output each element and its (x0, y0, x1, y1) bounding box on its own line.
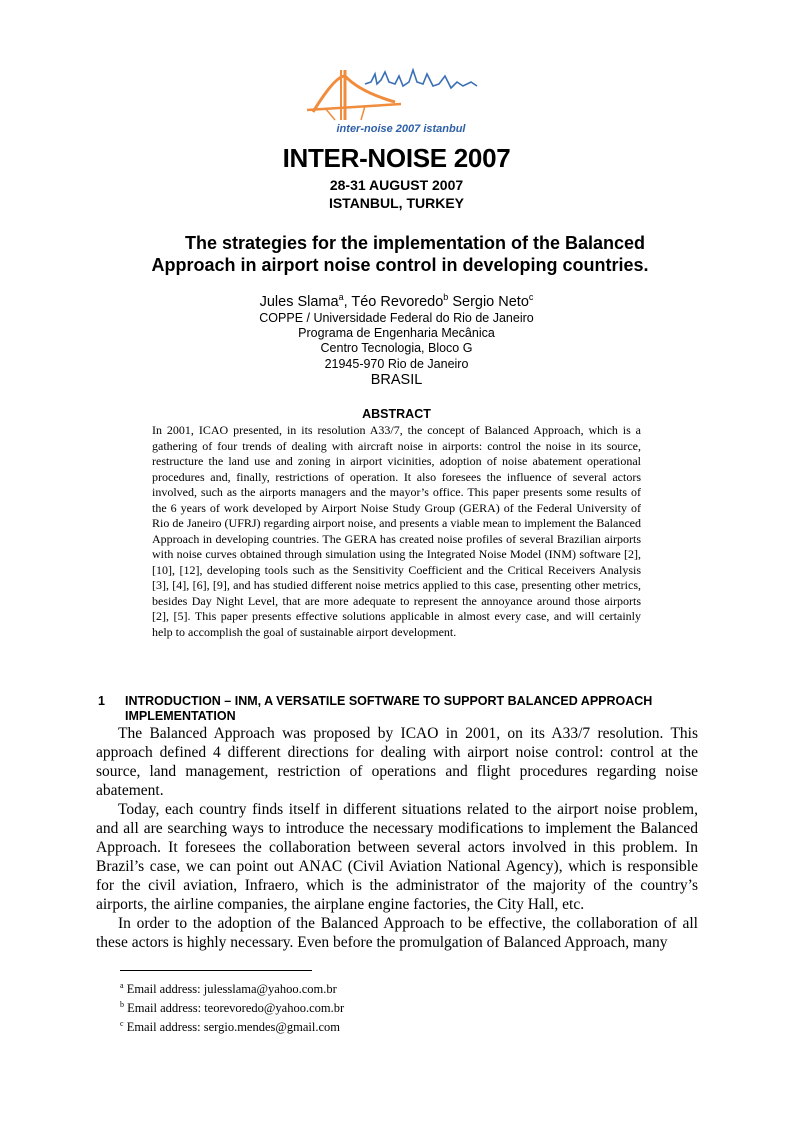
section-title: INTRODUCTION – INM, A VERSATILE SOFTWARE TO SUPPORT BALANCED APPROACH IMPLEMENTATION (125, 694, 653, 723)
conference-title: INTER-NOISE 2007 (282, 143, 511, 173)
conference-logo (305, 62, 490, 138)
footnote-mark: c (120, 1019, 124, 1029)
footnote (120, 997, 344, 1016)
author-name: Téo Revoredo (351, 293, 444, 310)
footnote (120, 1016, 344, 1035)
section-number: 1 (98, 694, 105, 708)
footnote-text: Email address: sergio.mendes@gmail.com (126, 1020, 341, 1035)
footnote-mark: a (120, 981, 124, 990)
footnote-text: Email address: julesslama@yahoo.com.br (126, 982, 337, 997)
footnote (120, 978, 344, 997)
body-paragraph: Today, each country finds itself in different situations related to the airport noise problem, and all are searching ways to introduce the necessary modifications to implement the Balanced Approach. It foresees the collaboration between several actors involved in this problem. In Brazil’s case, we can point out ANAC (Civil Aviation National Agency), which is responsible for the civil aviation, Infraero, which is the administrator of the majority of the country’s airports, the airline companies, the airplane engine factories, the City Hall, etc. (96, 801, 698, 913)
affiliation-line: Centro Tecnologia, Bloco G (320, 341, 473, 355)
affiliation-line: Programa de Engenharia Mecânica (298, 326, 495, 340)
author-name: Sergio Neto (452, 293, 529, 310)
author-mark: c (528, 292, 534, 302)
footnotes (120, 978, 344, 1035)
section-body (96, 724, 698, 952)
affiliation-line: 21945-970 Rio de Janeiro (324, 357, 469, 371)
abstract-text: In 2001, ICAO presented, in its resolution A33/7, the concept of Balanced Approach, which is a gathering of four trends of dealing with aircraft noise in airports: control the noise in its source, restructure the land use and zoning in airport vicinities, adoption of noise abatement operational procedures and, finally, restrictions of operation. It also foresees the influence of several actors involved, such as the airports managers and the mayor’s office. This paper presents some results of the 6 years of work developed by Airport Noise Study Group (GERA) of the Federal University of Rio de Janeiro (UFRJ) regarding airport noise, and presents a viable mean to implement the Balanced Approach in developing countries. The GERA has created noise profiles of several Brazilian airports with noise curves obtained through simulation using the Integrated Noise Model (INM) software [2], [10], [12], developing tools such as the Sensitivity Coefficient and the Critical Receivers Analysis [3], [4], [6], [9], and has studied different noise metrics applied to this case, presenting other metrics, besides Day Night Level, that are more adequate to represent the annoyance around those airports [2], [5]. This paper presents effective solutions applicable in almost every case, and will certainly help to accomplish the goal of sustainable airport development. (152, 423, 641, 639)
author-mark: b (443, 292, 449, 302)
author-list (0, 292, 793, 310)
logo-text: inter-noise 2007 istanbul (336, 123, 466, 135)
abstract-heading: ABSTRACT (362, 407, 431, 421)
footnote-text: Email address: teorevoredo@yahoo.com.br (127, 1001, 345, 1016)
author-mark: a (338, 292, 344, 302)
skyline-icon (365, 70, 477, 88)
body-paragraph: In order to the adoption of the Balanced Approach to be effective, the collaboration of all these actors is highly necessary. Even before the promulgation of Balanced Approach, many (96, 915, 698, 951)
footnote-divider (120, 970, 312, 971)
affiliation-line: COPPE / Universidade Federal do Rio de Janeiro (259, 311, 534, 325)
footnote-mark: b (120, 1000, 124, 1010)
conference-place: ISTANBUL, TURKEY (328, 195, 465, 211)
author-separator: , (343, 293, 352, 310)
body-paragraph: The Balanced Approach was proposed by ICAO in 2001, on its A33/7 resolution. This approach defined 4 different directions for dealing with airport noise control: control at the source, land management, restriction of operations and flight procedures regarding noise abatement. (96, 725, 698, 799)
paper-title-line1: The strategies for the implementation of the Balanced (184, 233, 646, 253)
paper-title-line2: Approach in airport noise control in developing countries. (151, 255, 649, 275)
author-name: Jules Slama (259, 293, 339, 310)
paper-title (120, 232, 680, 276)
conference-date: 28-31 AUGUST 2007 (329, 177, 464, 193)
country: BRASIL (370, 372, 423, 388)
